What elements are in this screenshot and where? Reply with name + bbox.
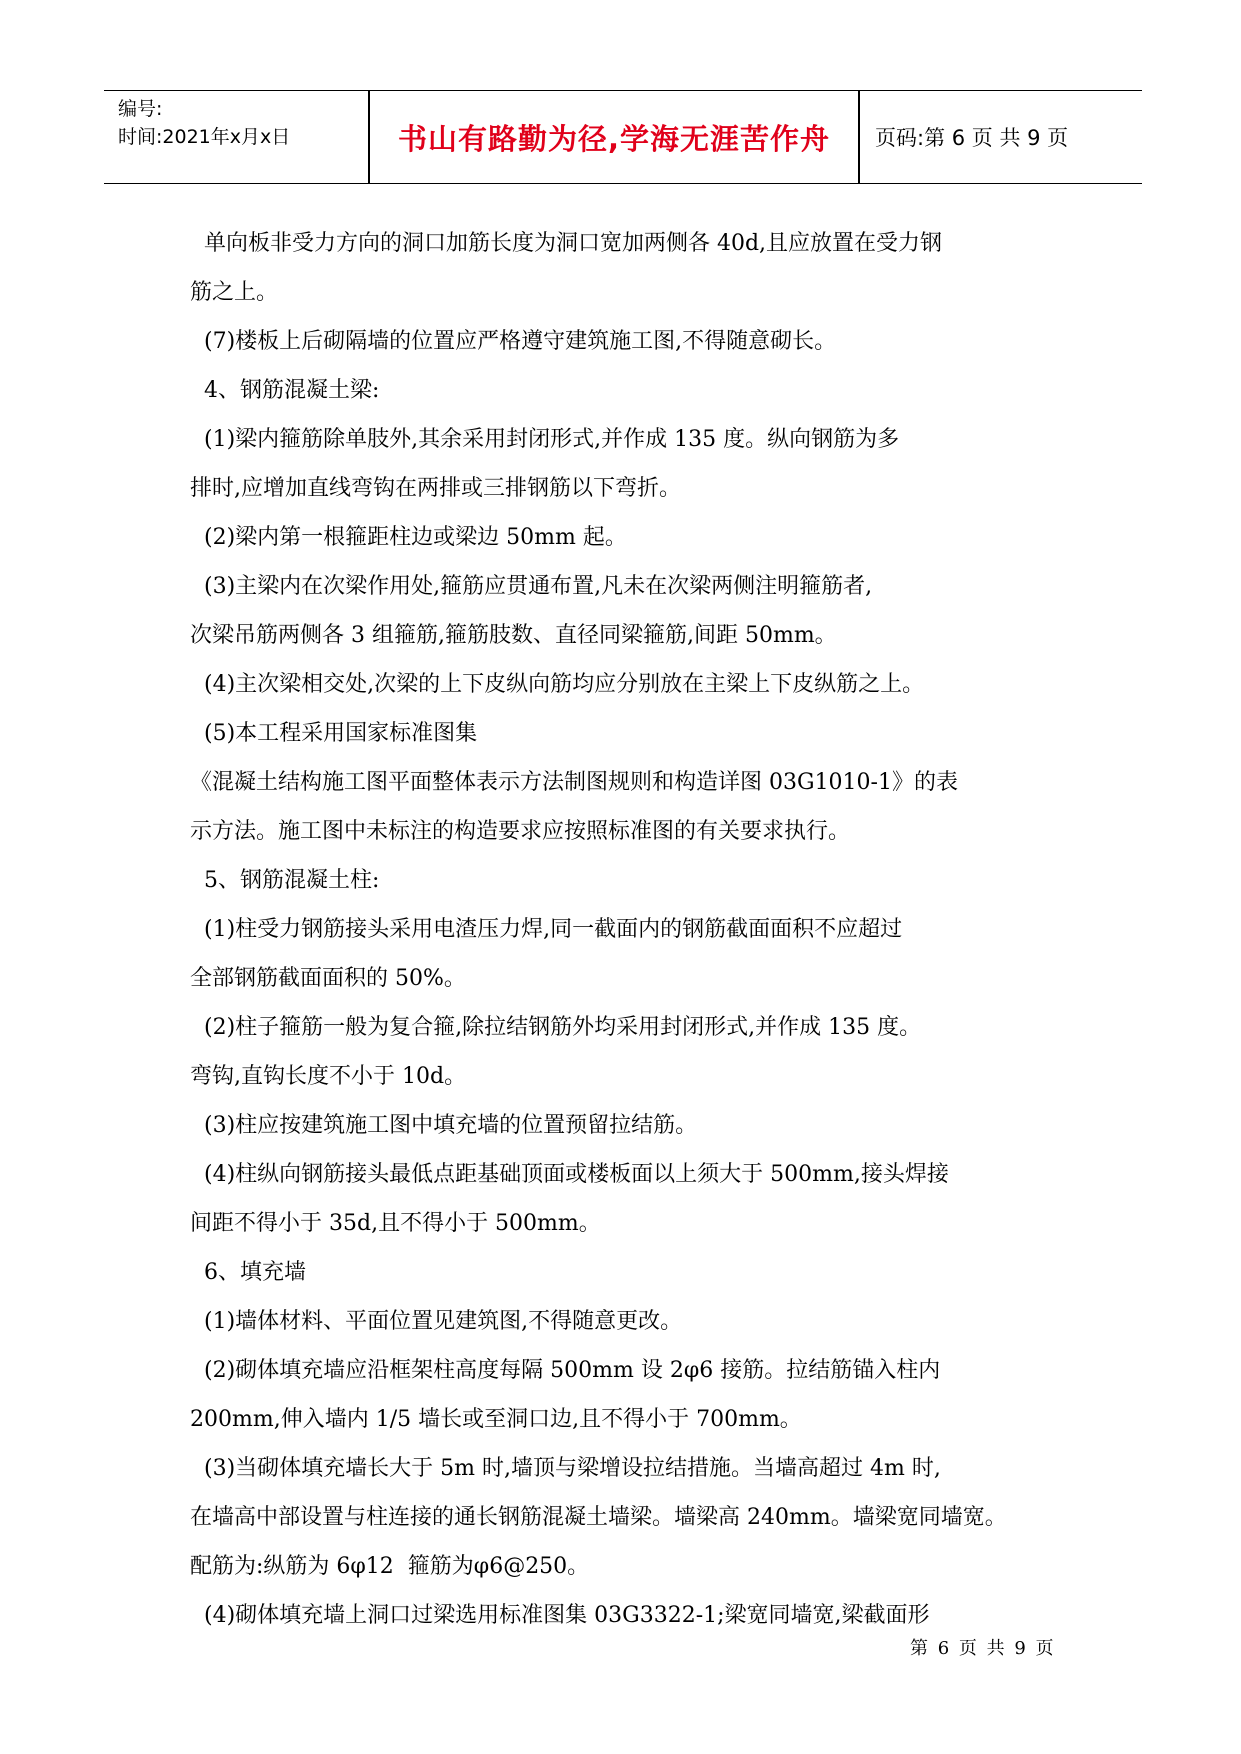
body-line: (2)砌体填充墙应沿框架柱高度每隔 500mm 设 2φ6 接筋。拉结筋锚入柱内: [190, 1358, 941, 1383]
header-motto: 书山有路勤为径,学海无涯苦作舟: [397, 121, 831, 156]
body-line: 在墙高中部设置与柱连接的通长钢筋混凝土墙梁。墙梁高 240mm。墙梁宽同墙宽。: [190, 1505, 1007, 1530]
body-line: 弯钩,直钩长度不小于 10d。: [190, 1064, 467, 1089]
body-line: (1)墙体材料、平面位置见建筑图,不得随意更改。: [190, 1309, 683, 1334]
body-line: 间距不得小于 35d,且不得小于 500mm。: [190, 1211, 601, 1236]
body-line: 筋之上。: [190, 280, 279, 305]
body-line: 全部钢筋截面面积的 50%。: [190, 966, 466, 991]
body-line: 配筋为:纵筋为 6φ12 箍筋为φ6@250。: [190, 1554, 590, 1579]
body-line: 6、填充墙: [190, 1260, 306, 1285]
body-line: 示方法。施工图中未标注的构造要求应按照标准图的有关要求执行。: [190, 819, 851, 844]
body-line: (3)当砌体填充墙长大于 5m 时,墙顶与梁增设拉结措施。当墙高超过 4m 时,: [190, 1456, 941, 1481]
header-page-info: 页码:第 6 页 共 9 页: [875, 126, 1069, 150]
document-body: [190, 219, 1070, 1640]
body-line: (3)柱应按建筑施工图中填充墙的位置预留拉结筋。: [190, 1113, 698, 1138]
body-line: 单向板非受力方向的洞口加筋长度为洞口宽加两侧各 40d,且应放置在受力钢: [190, 231, 943, 256]
body-line: (7)楼板上后砌隔墙的位置应严格遵守建筑施工图,不得随意砌长。: [190, 329, 837, 354]
document-header: [104, 90, 1142, 184]
body-line: (2)梁内第一根箍距柱边或梁边 50mm 起。: [190, 525, 627, 550]
header-meta: [118, 95, 290, 151]
body-line: (1)柱受力钢筋接头采用电渣压力焊,同一截面内的钢筋截面面积不应超过: [190, 917, 903, 942]
header-divider-right: [858, 91, 860, 183]
body-line: 《混凝土结构施工图平面整体表示方法制图规则和构造详图 03G1010-1》的表: [190, 770, 958, 795]
body-line: (1)梁内箍筋除单肢外,其余采用封闭形式,并作成 135 度。纵向钢筋为多: [190, 427, 900, 452]
body-line: (4)砌体填充墙上洞口过梁选用标准图集 03G3322-1;梁宽同墙宽,梁截面形: [190, 1603, 930, 1628]
body-line: 4、钢筋混凝土梁:: [190, 378, 380, 403]
body-line: (2)柱子箍筋一般为复合箍,除拉结钢筋外均采用封闭形式,并作成 135 度。: [190, 1015, 922, 1040]
body-line: (5)本工程采用国家标准图集: [190, 721, 478, 746]
body-line: 5、钢筋混凝土柱:: [190, 868, 380, 893]
page-footer: 第 6 页 共 9 页: [910, 1638, 1056, 1659]
body-line: 排时,应增加直线弯钩在两排或三排钢筋以下弯折。: [190, 476, 681, 501]
body-line: (4)柱纵向钢筋接头最低点距基础顶面或楼板面以上须大于 500mm,接头焊接: [190, 1162, 949, 1187]
body-line: (4)主次梁相交处,次梁的上下皮纵向筋均应分别放在主梁上下皮纵筋之上。: [190, 672, 925, 697]
body-line: (3)主梁内在次梁作用处,箍筋应贯通布置,凡未在次梁两侧注明箍筋者,: [190, 574, 873, 599]
document-number-label: 编号:: [118, 98, 163, 120]
body-line: 次梁吊筋两侧各 3 组箍筋,箍筋肢数、直径同梁箍筋,间距 50mm。: [190, 623, 837, 648]
document-time: 时间:2021年x月x日: [118, 126, 291, 148]
body-line: 200mm,伸入墙内 1/5 墙长或至洞口边,且不得小于 700mm。: [190, 1407, 802, 1432]
